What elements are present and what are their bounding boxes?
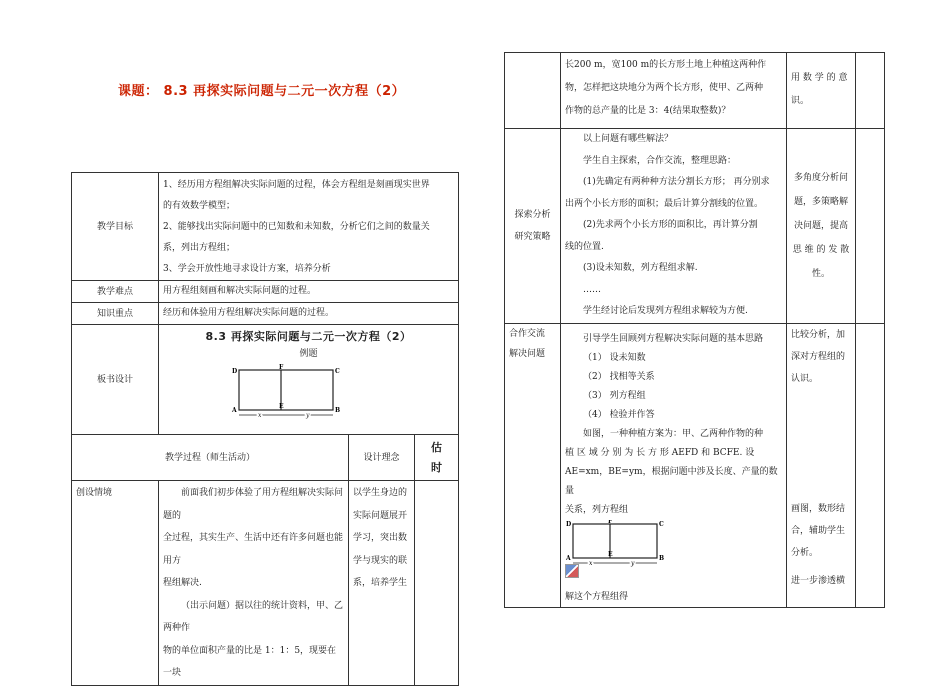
coop-label bbox=[505, 323, 561, 607]
idea-line: 学习，突出数 bbox=[353, 533, 408, 543]
explore-line: 学生自主探索，合作交流，整理思路： bbox=[583, 155, 737, 166]
explore-estimate bbox=[856, 129, 885, 324]
scene-text bbox=[159, 481, 349, 686]
label-a: A bbox=[232, 407, 237, 414]
coop-line: 引导学生回顾列方程解决实际问题的基本思路 bbox=[583, 333, 764, 344]
row1-idea bbox=[787, 53, 856, 129]
idea-line: 决问题，提高 bbox=[793, 220, 848, 231]
scene-line: 物的单位面积产量的比是 1：1：5，现要在一块 bbox=[163, 645, 337, 678]
idea-line: 认识。 bbox=[791, 373, 819, 384]
coop-line: （3） 列方程组 bbox=[583, 390, 646, 401]
label-x: x bbox=[258, 412, 262, 419]
coop-text bbox=[561, 323, 787, 607]
row1-text bbox=[561, 53, 787, 129]
explore-label-line: 研究策略 bbox=[514, 231, 551, 242]
idea-line: 思 维 的 发 散 bbox=[792, 244, 850, 255]
idea-line: 识。 bbox=[791, 96, 810, 106]
explore-line: …… bbox=[583, 284, 601, 295]
idea-line: 比较分析，加 bbox=[791, 329, 846, 340]
coop-line: AE=xm，BE=ym，根据问题中涉及长度、产量的数量 bbox=[565, 466, 778, 496]
board-subtitle: 例题 bbox=[299, 349, 318, 359]
scene-line: 前面我们初步体验了用方程组解决实际问题的 bbox=[163, 488, 344, 521]
label-e: E bbox=[608, 550, 613, 558]
process-header: 教学过程（师生活动） bbox=[72, 435, 349, 481]
coop-tail: 解这个方程组得 bbox=[565, 591, 629, 602]
explore-line: (1)先确定有两种种方法分割长方形； 再分别求 bbox=[583, 177, 770, 187]
explore-line: 学生经讨论后发现列方程组求解较为方便. bbox=[583, 306, 748, 316]
label-b: B bbox=[659, 554, 665, 562]
idea-line: 深对方程组的 bbox=[791, 351, 846, 362]
idea-line: 合，辅助学生 bbox=[791, 525, 846, 536]
rectangle-diagram bbox=[231, 364, 341, 420]
idea-line: 学与现实的联 bbox=[353, 555, 408, 566]
right-lesson-table bbox=[504, 52, 885, 608]
coop-label-line: 合作交流 bbox=[509, 328, 546, 339]
idea-line: 进一步渗透横 bbox=[791, 575, 846, 586]
label-d: D bbox=[566, 520, 572, 528]
idea-line: 题，多策略解 bbox=[793, 196, 848, 207]
rectangle-diagram bbox=[565, 520, 665, 570]
label-e: E bbox=[279, 403, 284, 410]
coop-label-line: 解决问题 bbox=[509, 348, 546, 359]
coop-line: 关系，列方程组 bbox=[565, 504, 629, 515]
label-d: D bbox=[232, 368, 238, 375]
label-c: C bbox=[659, 520, 664, 528]
scene-estimate bbox=[415, 481, 459, 686]
explore-idea bbox=[787, 129, 856, 324]
explore-text bbox=[561, 129, 787, 324]
goals-content bbox=[159, 173, 459, 281]
idea-line: 多角度分析问 bbox=[793, 172, 848, 183]
label-f: F bbox=[608, 519, 613, 525]
key-label: 知识重点 bbox=[72, 303, 159, 325]
idea-line: 分析。 bbox=[791, 547, 819, 558]
page-title: 课题： 8.3 再探实际问题与二元一次方程（2） bbox=[118, 84, 406, 99]
goal-line: 的有效数学模型； bbox=[163, 201, 236, 211]
row1-line: 物，怎样把这块地分为两个长方形，使甲、乙两种 bbox=[565, 83, 764, 93]
row1-line: 长200 m，宽100 m的长方形土地上种植这两种作 bbox=[565, 60, 767, 70]
label-b: B bbox=[335, 407, 341, 414]
label-a: A bbox=[566, 554, 571, 562]
label-f: F bbox=[279, 364, 284, 371]
label-x: x bbox=[589, 559, 593, 567]
row1-line: 作物的总产量的比是 3：4(结果取整数)？ bbox=[565, 106, 731, 116]
idea-line: 画图，数形结 bbox=[791, 503, 846, 514]
label-c: C bbox=[335, 368, 340, 375]
goal-line: 3、学会开放性地寻求设计方案，培养分析 bbox=[163, 264, 331, 274]
idea-line: 性。 bbox=[811, 268, 830, 279]
idea-header: 设计理念 bbox=[349, 435, 415, 481]
explore-line: 以上问题有哪些解法？ bbox=[583, 134, 674, 144]
estimate-char: 时 bbox=[431, 460, 442, 474]
row1-label bbox=[505, 53, 561, 129]
goals-label: 教学目标 bbox=[72, 173, 159, 281]
coop-line: （2） 找相等关系 bbox=[583, 371, 655, 382]
estimate-header bbox=[415, 435, 459, 481]
explore-line: (3)设未知数，列方程组求解. bbox=[583, 263, 698, 273]
estimate-char: 估 bbox=[431, 440, 442, 454]
explore-line: 出两个小长方形的面积；最后计算分割线的位置。 bbox=[565, 198, 764, 209]
explore-line: (2)先求两个小长方形的面积比，再计算分割 bbox=[583, 220, 758, 230]
idea-line: 以学生身边的 bbox=[353, 488, 408, 498]
difficulty-label: 教学难点 bbox=[72, 281, 159, 303]
scene-idea bbox=[349, 481, 415, 686]
coop-line: （4） 检验并作答 bbox=[583, 409, 655, 420]
goals-row bbox=[72, 173, 459, 281]
coop-line: 植 区 域 分 别 为 长 方 形 AEFD 和 BCFE. 设 bbox=[565, 447, 755, 458]
explore-line: 线的位置. bbox=[565, 241, 604, 252]
key-text: 经历和体验用方程组解决实际问题的过程。 bbox=[159, 303, 459, 325]
goal-line: 系，列出方程组； bbox=[163, 243, 236, 253]
broken-image-icon bbox=[565, 564, 579, 578]
explore-label-line: 探索分析 bbox=[514, 209, 551, 220]
board-label: 板书设计 bbox=[72, 325, 159, 435]
coop-line: （1） 设未知数 bbox=[583, 352, 646, 363]
board-content bbox=[159, 325, 459, 435]
scene-line: 全过程，其实生产、生活中还有许多问题也能用方 bbox=[163, 533, 344, 566]
idea-line: 实际问题展开 bbox=[353, 510, 408, 521]
difficulty-text: 用方程组刻画和解决实际问题的过程。 bbox=[159, 281, 459, 303]
left-lesson-table bbox=[71, 172, 459, 686]
scene-line: （出示问题）据以往的统计资料，甲、乙两种作 bbox=[163, 600, 344, 633]
coop-estimate bbox=[856, 323, 885, 607]
goal-line: 2、能够找出实际问题中的已知数和未知数，分析它们之间的数量关 bbox=[163, 222, 430, 232]
coop-line: 如图，一种种植方案为：甲、乙两种作物的种 bbox=[583, 428, 764, 439]
scene-label: 创设情境 bbox=[72, 481, 159, 686]
scene-line: 程组解决. bbox=[163, 578, 202, 588]
label-y: y bbox=[306, 412, 310, 419]
coop-idea bbox=[787, 323, 856, 607]
goal-line: 1、经历用方程组解决实际问题的过程，体会方程组是刻画现实世界 bbox=[163, 180, 430, 190]
row1-estimate bbox=[856, 53, 885, 129]
board-title: 8.3 再探实际问题与二元一次方程（2） bbox=[205, 330, 412, 343]
idea-line: 系，培养学生 bbox=[353, 578, 408, 588]
label-y: y bbox=[631, 559, 635, 567]
idea-line: 用 数 学 的 意 bbox=[791, 73, 848, 83]
explore-label bbox=[505, 129, 561, 324]
